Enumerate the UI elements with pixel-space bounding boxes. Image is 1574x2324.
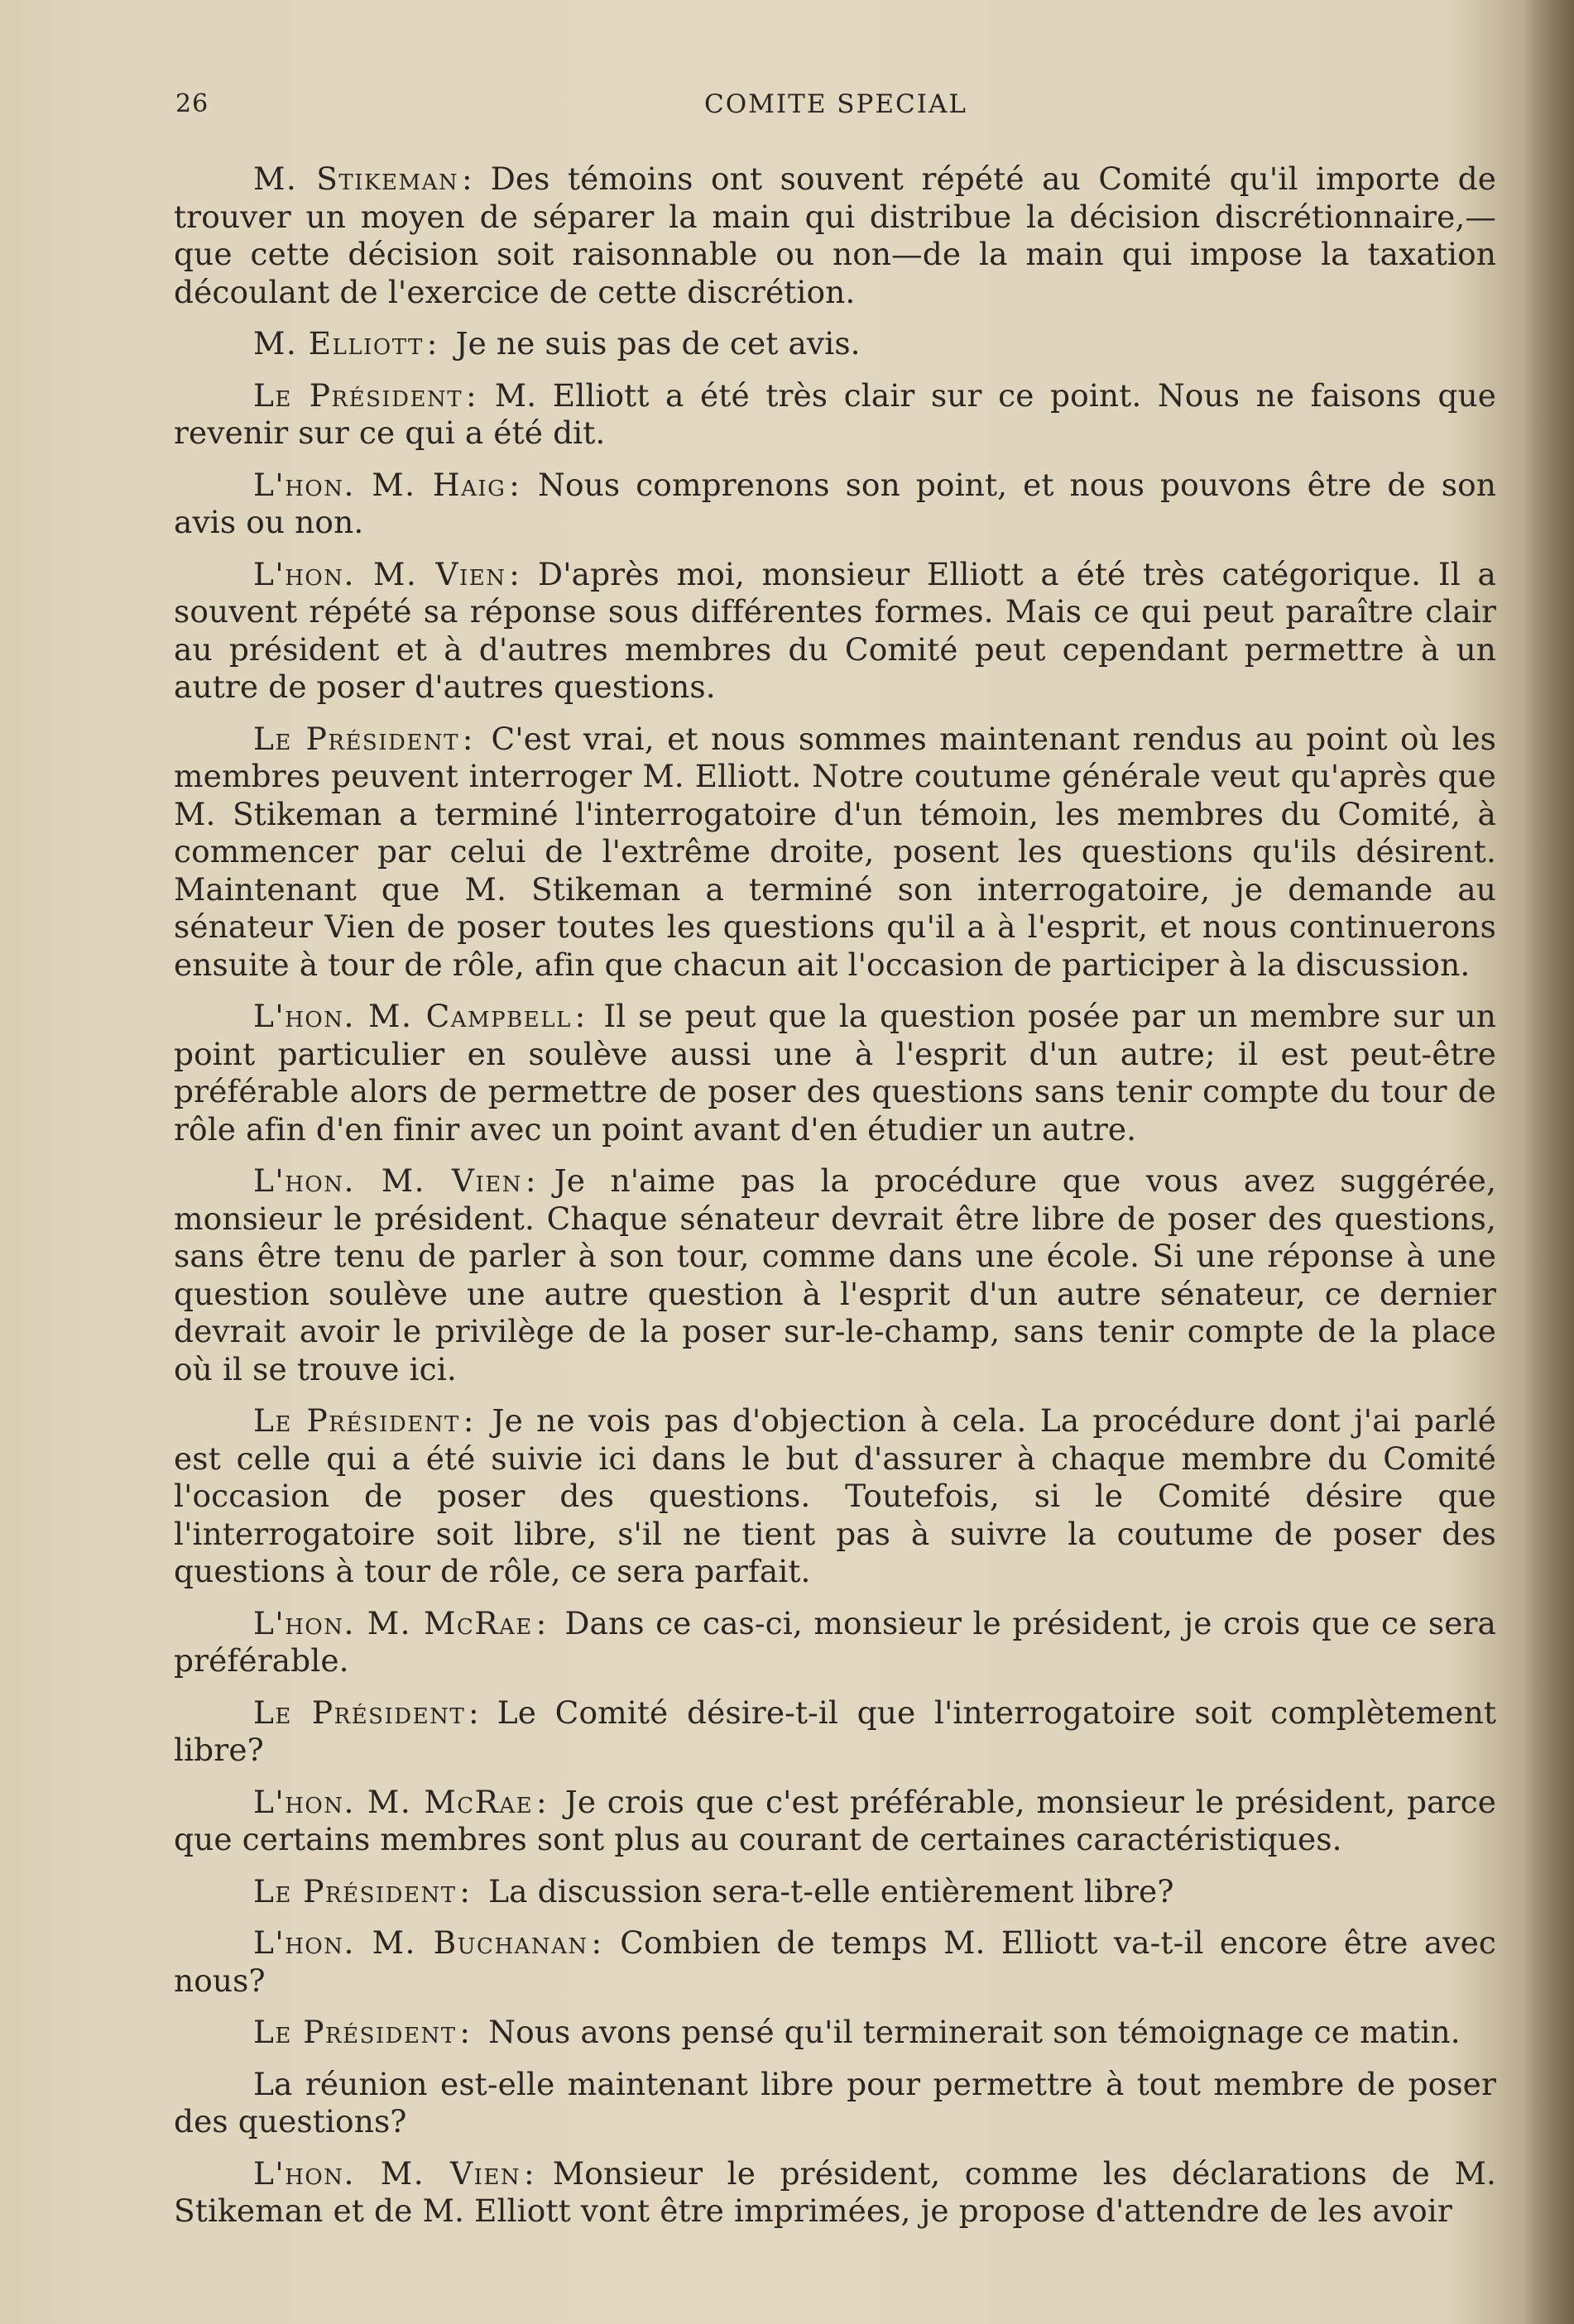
speech-text: La discussion sera-t-elle entièrement libre? bbox=[488, 1872, 1174, 1910]
speech-text: Nous avons pensé qu'il terminerait son témoignage ce matin. bbox=[488, 2014, 1461, 2050]
speaker-name: L'hon. M. Vien bbox=[253, 555, 506, 592]
paragraph: Le Président : La discussion sera-t-elle entièrement libre? bbox=[253, 1872, 1174, 1910]
paragraph: Le Président : Je ne vois pas d'objection à cela. La procédure dont j'ai parlé est celle qui a été suivie ici dans le but d'assurer à chaque membre du Comité l'occasion de poser des questions. Toutefois, si le Comité désire que l'interrogatoire soit libre, s'il ne tient pas à suivre la coutume de poser des questions à tour de rôle, ce sera parfait. bbox=[174, 1402, 1497, 1589]
speaker-name: L'hon. M. Buchanan bbox=[253, 1924, 588, 1961]
paragraph bbox=[174, 2066, 1496, 2141]
paragraph: Le Président : M. Elliott a été très clair sur ce point. Nous ne faisons que revenir sur ce qui a été dit. bbox=[174, 376, 1496, 451]
paragraph: L'hon. M. McRae : Dans ce cas-ci, monsieur le président, je crois que ce sera préférable. bbox=[174, 1604, 1496, 1679]
paragraph: L'hon. M. Vien : Monsieur le président, comme les déclarations de M. Stikeman et de M. Elliott vont être imprimées, je propose d'attendre de les avoir bbox=[174, 2154, 1496, 2229]
paragraph: L'hon. M. Vien : D'après moi, monsieur Elliott a été très catégorique. Il a souvent répété sa réponse sous différentes formes. Mais ce qui peut paraître clair au président et à d'autres membres du Comité peut cependant permettre à un autre de poser d'autres questions. bbox=[174, 555, 1496, 705]
speaker-name: L'hon. M. Campbell bbox=[253, 998, 572, 1034]
speech-text: Je crois que c'est préférable, monsieur le président, parce que certains membres sont plus au courant de certaines caractéristiques. bbox=[174, 1783, 1496, 1857]
speaker-name: L'hon. M. Vien bbox=[253, 1162, 522, 1199]
speech-text: M. Elliott a été très clair sur ce point. Nous ne faisons que revenir sur ce qui a été dit. bbox=[174, 376, 1496, 451]
speaker-name: M. Stikeman bbox=[253, 161, 459, 197]
speaker-name: Le Président bbox=[253, 720, 459, 757]
speech-text: D'après moi, monsieur Elliott a été très catégorique. Il a souvent répété sa réponse sous différentes formes. Mais ce qui peut paraître clair au président et à d'autres membres du Comité peut cependant permettre à un autre de poser d'autres questions. bbox=[174, 555, 1496, 705]
paragraph: M. Elliott : Je ne suis pas de cet avis. bbox=[253, 325, 861, 362]
speaker-name: L'hon. M. Vien bbox=[253, 2154, 521, 2192]
page-edge-shadow bbox=[1523, 0, 1574, 2324]
speech-text: Des témoins ont souvent répété au Comité qu'il importe de trouver un moyen de séparer la main qui distribue la décision discrétionnaire,— que cette décision soit raisonnable ou non—de la main qui impose la taxation découlant de l'exercice de cette discrétion. bbox=[174, 161, 1496, 310]
paragraph: L'hon. M. McRae : Je crois que c'est préférable, monsieur le président, parce que certains membres sont plus au courant de certaines caractéristiques. bbox=[174, 1783, 1496, 1857]
paragraph: L'hon. M. Campbell : Il se peut que la question posée par un membre sur un point particulier en soulève aussi une à l'esprit d'un autre; il est peut-être préférable alors de permettre de poser des questions sans tenir compte du tour de rôle afin d'en finir avec un point avant d'en étudier un autre. bbox=[174, 998, 1496, 1148]
paragraph: L'hon. M. Haig : Nous comprenons son point, et nous pouvons être de son avis ou non. bbox=[174, 466, 1496, 540]
speech-text: Dans ce cas-ci, monsieur le président, je crois que ce sera préférable. bbox=[174, 1604, 1496, 1679]
speech-text: Je ne vois pas d'objection à cela. La procédure dont j'ai parlé est celle qui a été suivie ici dans le but d'assurer à chaque membre du Comité l'occasion de poser des questions. Toutefois, si le Comité désire que l'interrogatoire soit libre, s'il ne tient pas à suivre la coutume de poser des questions à tour de rôle, ce sera parfait. bbox=[174, 1402, 1497, 1589]
speaker-name: L'hon. M. Haig bbox=[253, 466, 506, 503]
speech-text: Je ne suis pas de cet avis. bbox=[455, 325, 861, 362]
speaker-name: Le Président bbox=[253, 2014, 457, 2050]
page-header bbox=[175, 89, 1496, 129]
speaker-name: Le Président bbox=[253, 376, 463, 414]
speech-text: Combien de temps M. Elliott va-t-il encore être avec nous? bbox=[174, 1924, 1496, 1999]
paragraph: Le Président : Le Comité désire-t-il que l'interrogatoire soit complètement libre? bbox=[174, 1694, 1496, 1768]
paragraph: L'hon. M. Vien : Je n'aime pas la procédure que vous avez suggérée, monsieur le président. Chaque sénateur devrait être libre de poser des questions, sans être tenu de parler à son tour, comme dans une école. Si une réponse à une question soulève une autre question à l'esprit d'un autre sénateur, ce dernier devrait avoir le privilège de la poser sur-le-champ, sans tenir compte de la place où il se trouve ici. bbox=[174, 1162, 1496, 1387]
speech-text: Le Comité désire-t-il que l'interrogatoire soit complètement libre? bbox=[174, 1694, 1496, 1768]
page-number: 26 bbox=[175, 89, 209, 118]
speech-text: Il se peut que la question posée par un membre sur un point particulier en soulève aussi une à l'esprit d'un autre; il est peut-être préférable alors de permettre de poser des questions sans tenir compte du tour de rôle afin d'en finir avec un point avant d'en étudier un autre. bbox=[174, 998, 1496, 1148]
speaker-name: Le Président bbox=[253, 1402, 460, 1439]
running-head: COMITE SPECIAL bbox=[704, 89, 967, 119]
speaker-name: Le Président bbox=[253, 1694, 466, 1731]
speaker-name: L'hon. M. McRae bbox=[253, 1604, 533, 1641]
speaker-name: L'hon. M. McRae bbox=[253, 1783, 534, 1820]
paragraph: Le Président : C'est vrai, et nous sommes maintenant rendus au point où les membres peuvent interroger M. Elliott. Notre coutume générale veut qu'après que M. Stikeman a terminé l'interrogatoire d'un témoin, les membres du Comité, à commencer par celui de l'extrême droite, posent les questions qu'ils désirent. Maintenant que M. Stikeman a terminé son interrogatoire, je demande au sénateur Vien de poser toutes les questions qu'il a à l'esprit, et nous continuerons ensuite à tour de rôle, afin que chacun ait l'occasion de participer à la discussion. bbox=[174, 720, 1496, 983]
speech-text: Monsieur le président, comme les déclarations de M. Stikeman et de M. Elliott vont être imprimées, je propose d'attendre de les avoir bbox=[174, 2154, 1496, 2229]
speech-text: Nous comprenons son point, et nous pouvons être de son avis ou non. bbox=[174, 466, 1496, 540]
paragraph: M. Stikeman : Des témoins ont souvent répété au Comité qu'il importe de trouver un moyen de séparer la main qui distribue la décision discrétionnaire,— que cette décision soit raisonnable ou non—de la main qui impose la taxation découlant de l'exercice de cette discrétion. bbox=[174, 161, 1496, 310]
speech-text: Je n'aime pas la procédure que vous avez suggérée, monsieur le président. Chaque sénateur devrait être libre de poser des questions, sans être tenu de parler à son tour, comme dans une école. Si une réponse à une question soulève une autre question à l'esprit d'un autre sénateur, ce dernier devrait avoir le privilège de la poser sur-le-champ, sans tenir compte de la place où il se trouve ici. bbox=[174, 1162, 1496, 1387]
speaker-name: Le Président bbox=[253, 1872, 457, 1910]
speech-text: C'est vrai, et nous sommes maintenant rendus au point où les membres peuvent interroger M. Elliott. Notre coutume générale veut qu'après que M. Stikeman a terminé l'interrogatoire d'un témoin, les membres du Comité, à commencer par celui de l'extrême droite, posent les questions qu'ils désirent. Maintenant que M. Stikeman a terminé son interrogatoire, je demande au sénateur Vien de poser toutes les questions qu'il a à l'esprit, et nous continuerons ensuite à tour de rôle, afin que chacun ait l'occasion de participer à la discussion. bbox=[174, 720, 1496, 983]
paragraph: Le Président : Nous avons pensé qu'il terminerait son témoignage ce matin. bbox=[253, 2014, 1461, 2050]
speaker-name: M. Elliott bbox=[253, 325, 424, 362]
paragraph: L'hon. M. Buchanan : Combien de temps M. Elliott va-t-il encore être avec nous? bbox=[174, 1924, 1496, 1999]
transcript-body bbox=[174, 161, 1496, 2245]
speech-text: La réunion est-elle maintenant libre pour permettre à tout membre de poser des questions? bbox=[174, 2065, 1496, 2140]
